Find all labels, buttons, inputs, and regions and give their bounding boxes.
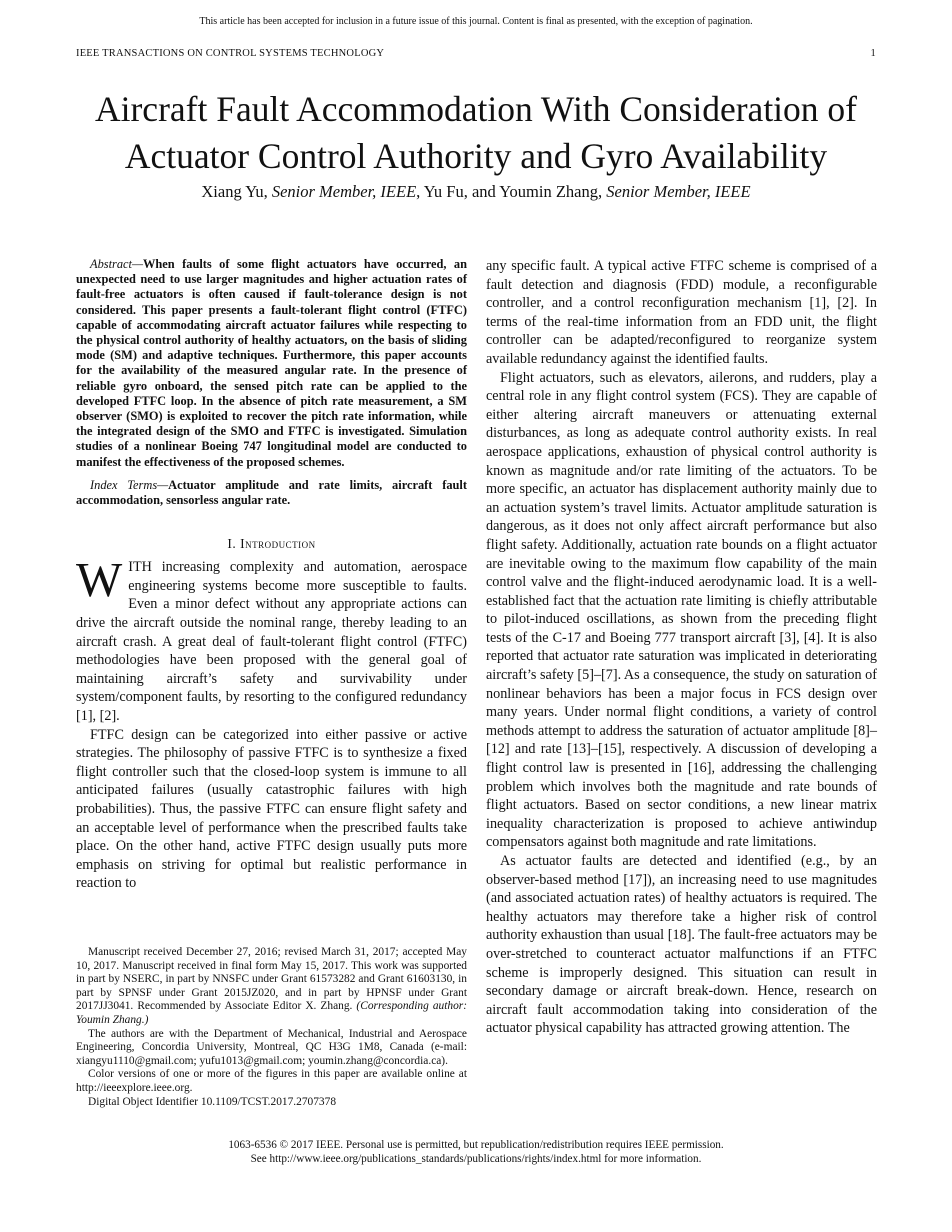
intro-paragraph-2-continued: any specific fault. A typical active FTFC scheme is comprised of a fault detection and diagnosis (FDD) module, a reconfigurable controller, and a control reconfiguration mechanism [1], [2]. In terms of the real-time information from an FDD unit, the flight controller can be adapted/reconfigured to reorganize system available redundancy against the identified faults.: [486, 258, 877, 367]
copyright-line-1: 1063-6536 © 2017 IEEE. Personal use is permitted, but republication/redistribution requires IEEE permission.: [228, 1139, 724, 1151]
acceptance-notice: This article has been accepted for inclusion in a future issue of this journal. Content is final as presented, with the exception of pagination.: [199, 16, 753, 27]
right-column: [486, 257, 877, 1038]
author-1-name: Xiang Yu,: [201, 182, 272, 201]
footnote-color-versions: Color versions of one or more of the figures in this paper are available online at http://ieeexplore.ieee.org.: [76, 1068, 467, 1094]
author-line: [40, 181, 912, 203]
abstract-body: When faults of some flight actuators have occurred, an unexpected need to use larger magnitudes and higher actuation rates of fault-free actuators is often caused if fault-tolerance design is not considered. This paper presents a fault-tolerant flight control (FTFC) capable of accommodating aircraft actuator failures while respecting to the physical control authority of healthy actuators, on the basis of sliding mode (SM) and adaptive techniques. Furthermore, this paper accounts for the availability of the measured angular rate. In the presence of reliable gyro onboard, the sensed pitch rate can be applied to the developed FTFC loop. In the absence of pitch rate measurement, a SM observer (SMO) is exploited to recover the pitch rate information, while the integrated design of the SMO and FTFC is investigated. Simulation studies of a nonlinear Boeing 747 longitudinal model are conducted to manifest the effectiveness of the proposed schemes.: [76, 257, 467, 469]
abstract: [76, 257, 467, 470]
author-1-role: Senior Member, IEEE: [271, 182, 417, 201]
section-title: Introduction: [240, 536, 316, 552]
left-column: [76, 257, 467, 893]
intro-paragraph-1: [76, 552, 467, 725]
footnote-corresponding-author: (Corresponding author: Youmin Zhang.): [76, 1000, 467, 1026]
abstract-lead: Abstract—: [90, 257, 144, 271]
intro-paragraph-1-text: ITH increasing complexity and automation, aerospace engineering systems become more susceptible to faults. Even a minor defect without any appropriate actions can drive the aircraft outside the nominal range, thereby leading to an aircraft crash. A great deal of fault-tolerant flight control (FTFC) methodologies have been proposed with the general goal of maintaining aircraft’s safety and survivability under system/component faults, by resorting to the configured redundancy [1], [2].: [76, 559, 467, 724]
index-terms: [76, 478, 467, 508]
intro-paragraph-3: Flight actuators, such as elevators, ailerons, and rudders, play a central role in any flight control system (FCS). They are capable of either altering aircraft maneuvers or attenuating external disturbances, as long as adequate control authority exists. In real aerospace applications, exhaustion of physical control authority is known as magnitude and/or rate limiting of the actuators. To be more specific, an actuator has displacement authority mainly due to an actuation system’s travel limits. Actuator amplitude saturation is dangerous, as it does not only affect aircraft performance but also flight safety. Additionally, actuation rate bounds on a flight actuator are inevitable owing to the maximum flow capability of the main control valve and the flight-induced aerodynamic load. It is a well-established fact that the actuation rate limiting is chiefly attributable to pilot-induced oscillations, as shown from the preceding flight tests of the C-17 and Boeing 777 transport aircraft [3], [4]. It is also reported that actuator rate saturation was implicated in deteriorating aircraft’s safety [5]–[7]. As a consequence, the study on saturation of nonlinear behaviors has been a major focus in FCS design over many years. Under normal flight conditions, a variety of control methods attempt to address the saturation of actuator amplitude [8]–[12] and rate [13]–[15], respectively. A discussion of developing a flight control law is presented in [16], addressing the challenging problem which involves both the magnitude and rate bounds of flight actuators. Based on sector conditions, a new linear matrix inequality characterization is proposed to achieve antiwindup compensators against both magnitude and rate limitations.: [486, 369, 877, 851]
footnotes: [76, 946, 467, 1109]
running-head: [76, 48, 876, 60]
author-3-role: Senior Member, IEEE: [606, 182, 751, 201]
page-number: 1: [870, 48, 876, 59]
copyright-notice: [0, 1138, 952, 1166]
paper-title: Aircraft Fault Accommodation With Consideration of Actuator Control Authority and Gyro Availability: [94, 89, 857, 176]
copyright-line-2: See http://www.ieee.org/publications_standards/publications/rights/index.html for more information.: [250, 1153, 702, 1165]
footnote-manuscript: [76, 946, 467, 1028]
footnote-manuscript-text: Manuscript received December 27, 2016; revised March 31, 2017; accepted May 10, 2017. Manuscript received in final form May 15, 2017. This work was supported in part by NSERC, in part by NNSFC under Grant 61573282 and Grant 61603130, in part by SPNSF under Grant 2015JZ020, and in part by HPNSF under Grant 2017JJ3041. Recommended by Associate Editor X. Zhang.: [76, 946, 467, 1013]
section-heading: [76, 536, 467, 552]
intro-paragraph-4: As actuator faults are detected and identified (e.g., by an observer-based method [17]), an increasing need to use magnitudes (and associated actuation rates) of healthy actuators is required. The healthy actuators may therefore take a higher risk of control authority exhaustion than usual [18]. The fault-free actuators may be over-stretched to counteract actuator malfunctions if an FTFC scheme is improperly designed. This situation can result in secondary damage or aircraft break-down. Hence, research on aircraft fault accommodation taking into consideration of the actuator physical capability has attracted growing attention. The: [486, 853, 877, 1037]
intro-paragraph-2: FTFC design can be categorized into either passive or active strategies. The philosophy of passive FTFC is to synthesize a fixed flight controller such that the closed-loop system is immune to all anticipated failures (usually catastrophic failures with high probabilities). Thus, the passive FTFC can ensure flight safety and an acceptable level of performance when the prescribed faults take place. On the other hand, active FTFC design usually puts more emphasis on striving for optimal but realistic performance in reaction to: [76, 726, 467, 892]
footnote-affiliation: The authors are with the Department of Mechanical, Industrial and Aerospace Engineering, Concordia University, Montreal, QC H3G 1M8, Canada (e-mail: xiangyu1110@gmail.com; yufu1013@gmail.com; youmin.zhang@concordia.ca).: [76, 1027, 467, 1067]
footnote-doi: Digital Object Identifier 10.1109/TCST.2017.2707378: [88, 1095, 337, 1108]
drop-cap: W: [76, 552, 123, 608]
section-number: I.: [227, 536, 241, 552]
index-terms-body: Actuator amplitude and rate limits, aircraft fault accommodation, sensorless angular rate.: [76, 477, 467, 508]
journal-name: IEEE TRANSACTIONS ON CONTROL SYSTEMS TECHNOLOGY: [76, 48, 385, 59]
author-2-3-names: , Yu Fu, and Youmin Zhang,: [416, 182, 607, 201]
index-terms-lead: Index Terms—: [90, 477, 169, 492]
